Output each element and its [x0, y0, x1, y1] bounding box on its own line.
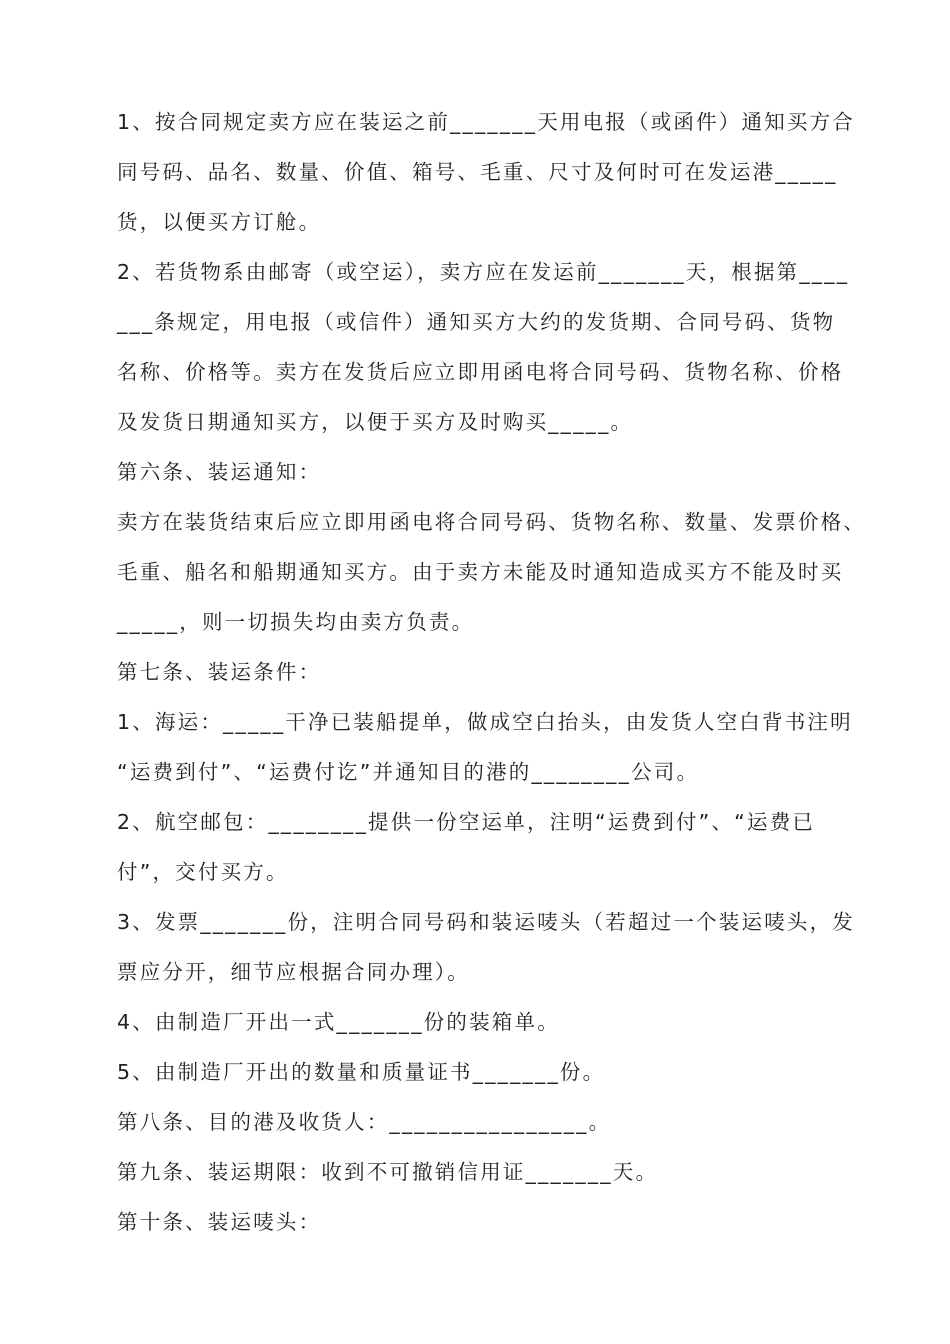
text-line: 2、航空邮包：________提供一份空运单，注明“运费到付”、“运费已	[117, 810, 816, 834]
text-line: 5、由制造厂开出的数量和质量证书_______份。	[117, 1060, 606, 1084]
section-heading: 第七条、装运条件：	[117, 660, 322, 684]
text-line: 2、若货物系由邮寄（或空运），卖方应在发运前_______天，根据第____	[117, 260, 850, 284]
text-line: 票应分开，细节应根据合同办理）。	[117, 960, 470, 984]
text-line: 3、发票_______份，注明合同号码和装运唛头（若超过一个装运唛头，发	[117, 910, 855, 934]
text-line: “运费到付”、“运费付讫”并通知目的港的________公司。	[117, 760, 700, 784]
text-line: 卖方在装货结束后应立即用函电将合同号码、货物名称、数量、发票价格、	[117, 510, 867, 534]
section-heading: 第九条、装运期限：收到不可撤销信用证_______天。	[117, 1160, 659, 1184]
text-line: 及发货日期通知买方，以便于买方及时购买_____。	[117, 410, 634, 434]
text-line: 1、按合同规定卖方应在装运之前_______天用电报（或函件）通知买方合	[117, 110, 855, 134]
section-heading: 第十条、装运唛头：	[117, 1210, 322, 1234]
text-line: 毛重、船名和船期通知买方。由于卖方未能及时通知造成买方不能及时买	[117, 560, 844, 584]
text-line: 付”，交付买方。	[117, 860, 289, 884]
text-line: 同号码、品名、数量、价值、箱号、毛重、尺寸及何时可在发运港_____	[117, 160, 838, 184]
text-line: ___条规定，用电报（或信件）通知买方大约的发货期、合同号码、货物	[117, 310, 836, 334]
text-line: 名称、价格等。卖方在发货后应立即用函电将合同号码、货物名称、价格	[117, 360, 844, 384]
text-line: 4、由制造厂开出一式_______份的装箱单。	[117, 1010, 560, 1034]
text-line: 1、海运：_____干净已装船提单，做成空白抬头，由发货人空白背书注明	[117, 710, 853, 734]
section-heading: 第六条、装运通知：	[117, 460, 322, 484]
text-line: _____，则一切损失均由卖方负责。	[117, 610, 475, 634]
text-line: 货，以便买方订舱。	[117, 210, 322, 234]
section-heading: 第八条、目的港及收货人：________________。	[117, 1110, 612, 1134]
